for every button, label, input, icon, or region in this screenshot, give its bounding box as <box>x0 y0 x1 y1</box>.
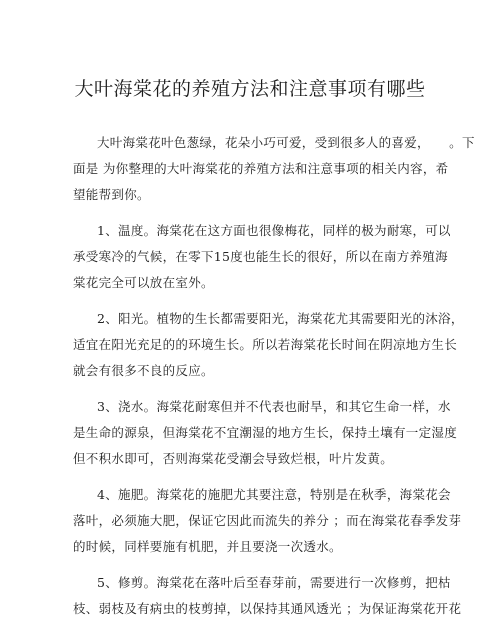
paragraph-line: 是生命的源泉，但海棠花不宜潮湿的地方生长，保持土壤有一定湿度 <box>73 425 458 440</box>
paragraph-line: 5、修剪。海棠花在落叶后至春芽前，需要进行一次修剪，把枯 <box>97 575 451 590</box>
paragraph-line: 4、施肥。海棠花的施肥尤其要注意，特别是在秋季，海棠花会 <box>97 487 451 502</box>
paragraph-line: 3、浇水。海棠花耐寒但并不代表也耐旱，和其它生命一样，水 <box>97 399 451 414</box>
paragraph-line: 棠花完全可以放在室外。 <box>73 275 214 290</box>
paragraph-line: 就会有很多不良的反应。 <box>73 363 214 378</box>
paragraph-fertilizing <box>73 482 462 560</box>
paragraph-sunlight <box>73 306 464 384</box>
paragraph-line: 但不积水即可，否则海棠花受潮会导致烂根，叶片发黄。 <box>73 451 394 466</box>
document-body <box>73 130 475 632</box>
paragraph-line: 枝、弱枝及有病虫的枝剪掉，以保持其通风透光 ；为保证海棠花开花 <box>73 601 462 616</box>
paragraph-line: 1、温度。海棠花在这方面也很像梅花，同样的极为耐寒，可以 <box>97 223 451 238</box>
paragraph-line: 落叶，必须施大肥，保证它因此而流失的养分 ；而在海棠花春季发芽 <box>73 513 462 528</box>
paragraph-line: 适宜在阳光充足的的环境生长。所以若海棠花长时间在阴凉地方生长 <box>73 337 458 352</box>
paragraph-line: 望能帮到你。 <box>73 187 150 202</box>
paragraph-line: 2、阳光。植物的生长都需要阳光，海棠花尤其需要阳光的沐浴， <box>97 311 464 326</box>
paragraph-line: 面是 为你整理的大叶海棠花的养殖方法和注意事项的相关内容，希 <box>73 161 449 176</box>
paragraph-intro <box>73 130 475 208</box>
paragraph-pruning <box>73 570 462 622</box>
paragraph-line: 承受寒冷的气候，在零下15度也能生长的很好，所以在南方养殖海 <box>73 249 448 264</box>
paragraph-line: 大叶海棠花叶色葱绿，花朵小巧可爱，受到很多人的喜爱， 。下 <box>97 135 475 150</box>
document-title: 大叶海棠花的养殖方法和注意事项有哪些 <box>74 78 426 100</box>
paragraph-watering <box>73 394 458 472</box>
paragraph-line: 的时候，同样要施有机肥，并且要浇一次透水。 <box>73 539 342 554</box>
paragraph-temperature <box>73 218 451 296</box>
